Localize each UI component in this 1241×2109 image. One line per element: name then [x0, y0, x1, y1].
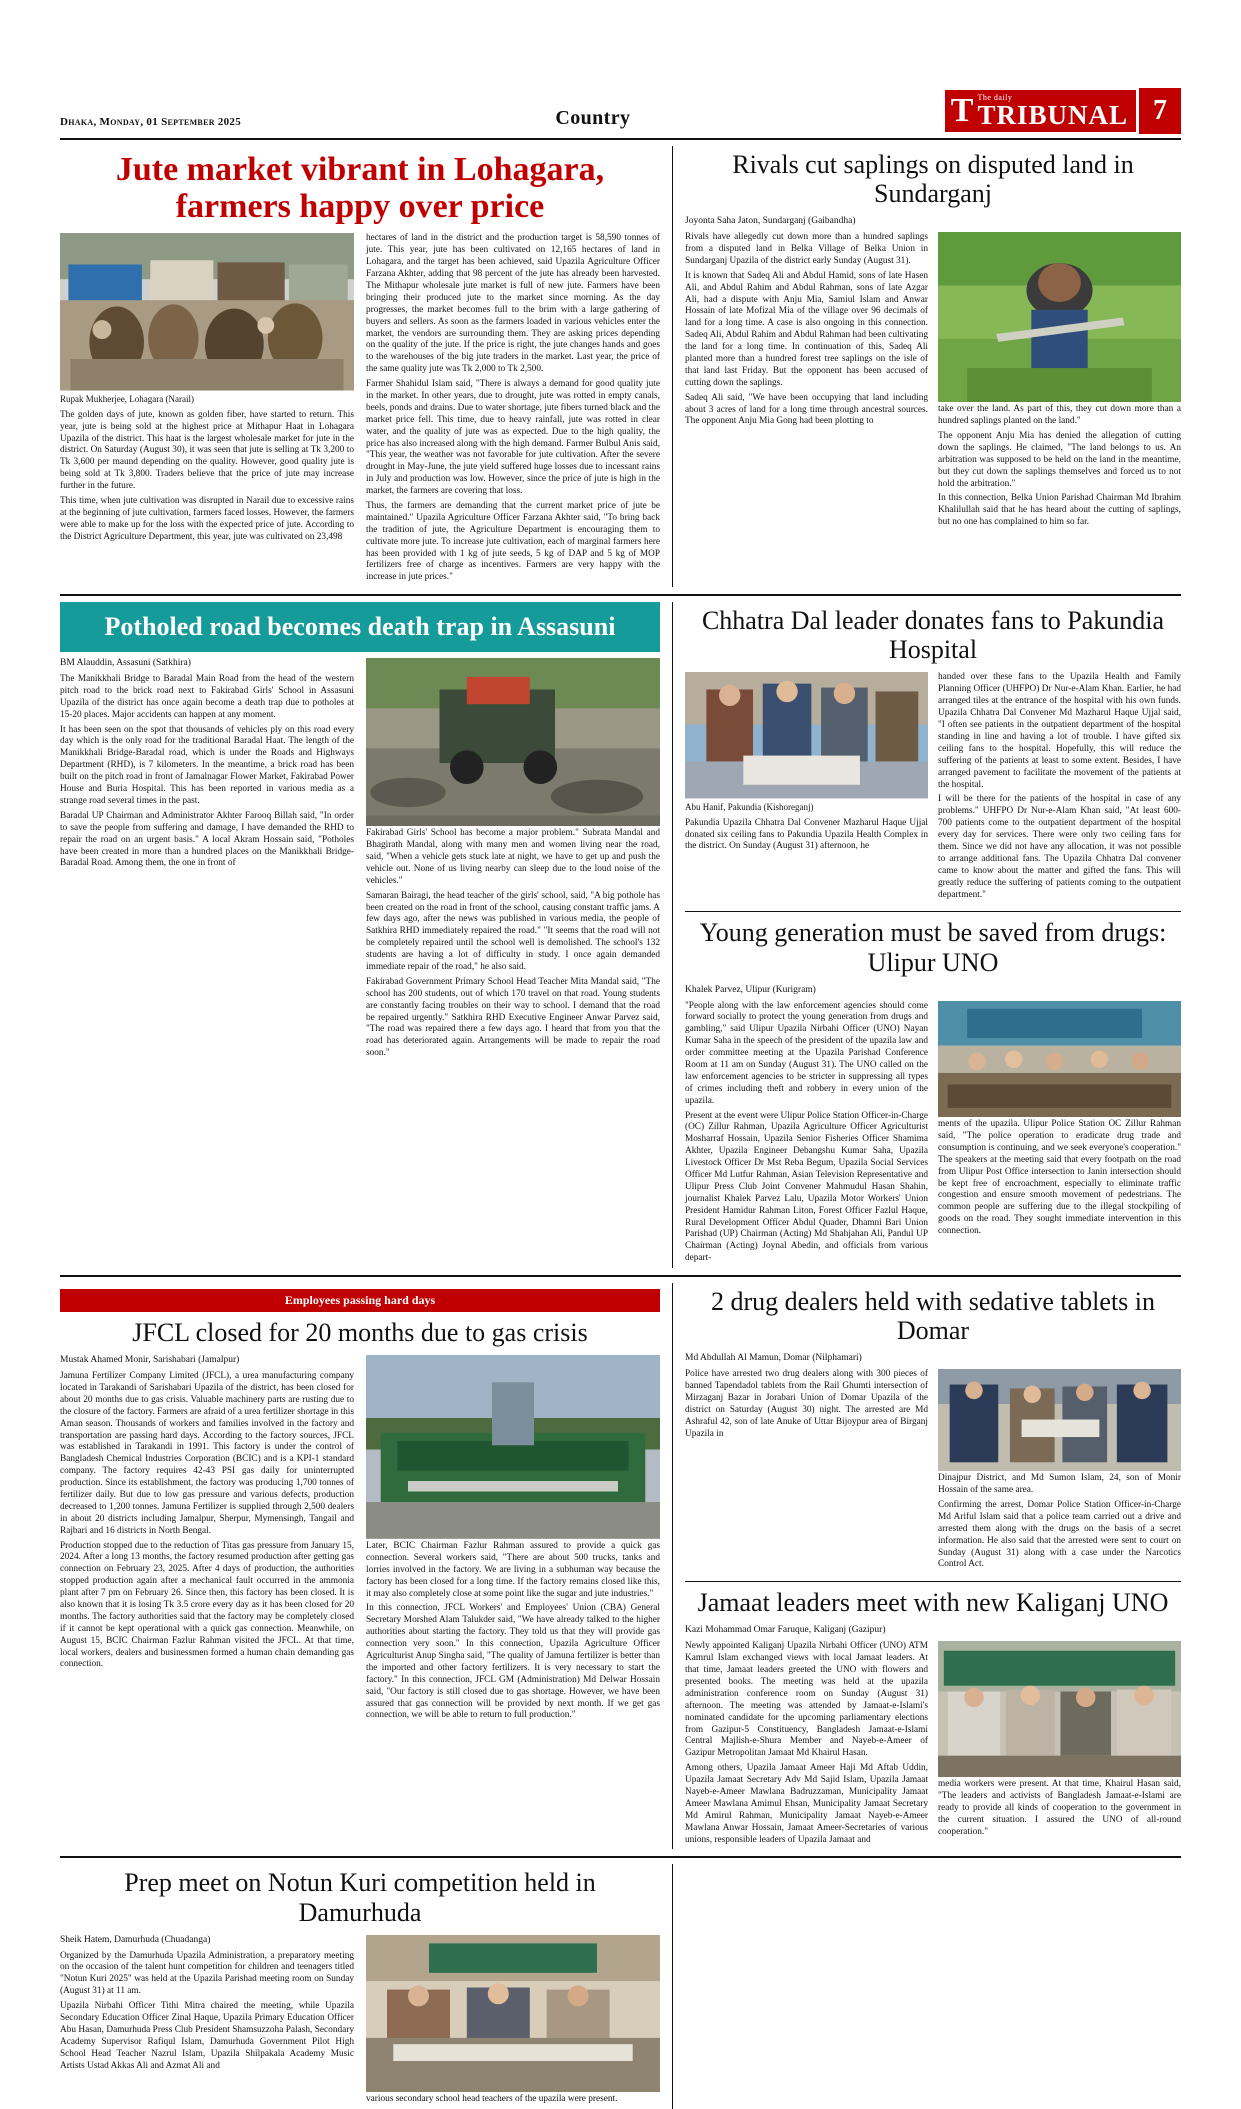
pothole-col-1	[60, 658, 354, 1063]
jfcl-body-2	[366, 1541, 660, 1722]
article-saplings	[685, 146, 1181, 587]
jfcl-body-1	[60, 1371, 354, 1671]
chhatradal-caption: Abu Hanif, Pakundia (Kishoreganj)	[685, 801, 814, 812]
paragraph: The golden days of jute, known as golden fiber, have started to return. This year, jute is being sold at the highest price at Mithapur Haat in Lohagara Upazila of the district. This haat is the largest wholesale market for jute in the district. On Saturday (August 30), it was seen that jute is selling at Tk 3,200 to Tk 3,600 per maund depending on the quality. However, good quality jute is being sold at Tk 3,800. Traders believe that the price of jute may increase further in the future.	[60, 409, 354, 492]
paragraph: Farmer Shahidul Islam said, "There is always a demand for good quality jute in the market. In other years, due to drought, jute was rotted in empty canals, beels, ponds and drains. Due to water shortage, jute fibers turned black and the market price fell. This time, due to heavy rainfall, jute was rotted in clear water, and the quality of jute was as expected. Due to the high quality, the price has also increased along with the high demand. Farmer Bulbul Anis said, "This year, the weather was not favorable for jute cultivation. After the severe drought in May-June, the jute yield suffered huge losses due to incessant rains in July and production was low. However, since the price of jute is high in the market, the farmers are covering that loss.	[366, 379, 660, 497]
jute-photo-image	[60, 233, 354, 391]
chhatradal-columns	[685, 672, 1181, 904]
saplings-col-2	[938, 232, 1181, 532]
paragraph: Newly appointed Kaliganj Upazila Nirbahi Officer (UNO) ATM Kamrul Islam exchanged views with local Jamaat leaders. At that time, Jamaat leaders greeted the UNO with flowers and presented books. The meeting was held at the upazila administration conference room on Sunday (August 31) afternoon. The meeting was attended by Jamaat-e-Islami's nominated candidate for the upcoming parliamentary elections from Gazipur-5 Constituency, Bangladesh Jamaat-e-Islami Central Majlish-e-Shura Member and Nayeb-e-Ameer of Gazipur Metropolitan Jamaat Md Khairul Hasan.	[685, 1641, 928, 1759]
ulipur-body-1	[685, 1001, 928, 1266]
divider	[60, 594, 1181, 596]
pothole-photo	[366, 658, 660, 826]
jute-col-1	[60, 233, 354, 587]
notun-kuri-body-2	[366, 2094, 660, 2106]
jamaat-photo-image	[938, 1641, 1181, 1777]
jute-headline: Jute market vibrant in Lohagara, farmers happy over price	[115, 151, 605, 225]
pothole-columns	[60, 658, 660, 1063]
pothole-headline: Potholed road becomes death trap in Assasuni	[60, 602, 660, 652]
paragraph: Police have arrested two drug dealers along with 300 pieces of banned Tapendadol tablets from the Rail Ghumti intersection of Mirzaganj Bazar in Jorabari Union of Domar Upazila of the district on Saturday (August 30) night. The arrested are Md Ashraful 42, son of late Anuke of Uttar Bijoypur area of Birganj Upazila in	[685, 1369, 928, 1439]
masthead	[60, 88, 1181, 140]
jamaat-body-1	[685, 1641, 928, 1846]
paragraph: Among others, Upazila Jamaat Ameer Haji Md Aftab Uddin, Upazila Jamaat Secretary Adv Md Sajid Islam, Upazila Jamaat Nayeb-e-Ameer Mawlana Badruzzaman, Municipality Jamaat Ameer Mawlana Amimul Ehsan, Municipality Jamaat Secretary Md Amirul Rahman, Municipality Jamaat Nayeb-e-Ameer Mawlana Anwar Hossain, Jamaat Ameer-Secretaries of various unions, responsible leaders of Upazila Jamaat and	[685, 1763, 928, 1845]
paragraph: Production stopped due to the reduction of Titas gas pressure from January 15, 2024. After a long 13 months, the factory resumed production after getting gas connection on February 23, 2025. After 4 days of production, the authorities stopped production again after a mechanical fault occurred in the ammonia plant after 7 pm on February 26. Since then, this factory has been closed. It is also known that it is losing Tk 3.5 crore every day as it has been closed for 20 months. The factory authorities said that the factory may be completely closed if it cannot be kept operational with a quick gas connection. Meanwhile, on August 15, BCIC Chairman Fazlur Rahman visited the JFCL. At that time, local workers, dealers and businessmen formed a human chain demanding gas connection.	[60, 1540, 354, 1670]
jute-photo	[60, 233, 354, 391]
bottom-block	[60, 1864, 1181, 2109]
bottom-right-spacer	[685, 1864, 1181, 2109]
paragraph: Organized by the Damurhuda Upazila Administration, a preparatory meeting on the occasion of the talent hunt competition for children and teenagers titled "Notun Kuri 2025" was held at the Upazila Parishad meeting room on Sunday (August 31) at 11 am.	[60, 1950, 354, 1997]
notun-kuri-photo	[366, 1935, 660, 2093]
jute-body-2	[366, 233, 660, 584]
drug-dealers-col-1	[685, 1369, 928, 1574]
third-block	[60, 1283, 1181, 1849]
paragraph: Sadeq Ali said, "We have been occupying that land including about 3 acres of land for a long time through ancestral sources. The opponent Anju Mia Gong had been plotting to	[685, 392, 928, 427]
paragraph: Present at the event were Ulipur Police Station Officer-in-Charge (OC) Zillur Rahman, Upazila Agriculture Officer Agriculturist Mosharraf Hossain, Upazila Senior Fisheries Officer Shamima Akhter, Upazila Engineer Debangshu Kumar Saha, Upazila Livestock Officer Dr Mst Reba Begum, Upazila Social Services Officer Md Lutfur Rahman, Asian Television Representative and Ulipur Press Club Joint Convener Mahmudul Hasan Shahin, journalist Khalek Parvez Lalu, Upazila Motor Workers' Union President Hamidur Rahman Liton, Forest Officer Fazlul Haque, Rural Development Officer Abdul Quader, Dhamni Bari Union Parishad (UP) Chairman (Acting) Md Shahjahan Ali, Pandul UP Chairman (Acting) Joynal Abedin, and officials from various depart-	[685, 1110, 928, 1264]
newspaper-logo	[945, 88, 1181, 134]
saplings-photo	[938, 232, 1181, 402]
chhatradal-body-1	[685, 818, 928, 854]
saplings-photo-image	[938, 232, 1181, 402]
paragraph: The opponent Anju Mia has denied the allegation of cutting down the saplings. He claimed, "The land belongs to us. An arbitration was supposed to be held on the land in the meantime, but they cut down the saplings themselves and forced us to not hold the arbitration."	[938, 430, 1181, 489]
paragraph: Confirming the arrest, Domar Police Station Officer-in-Charge Md Ariful Islam said that a police team carried out a drive and arrested them along with the drugs on the basis of a secret information. He also said that the arrested were sent to court on Sunday (August 31) along with a case under the Narcotics Control Act.	[938, 1500, 1181, 1570]
article-drug-dealers-wrap	[685, 1283, 1181, 1849]
divider	[685, 911, 1181, 912]
pothole-photo-image	[366, 658, 660, 826]
jfcl-photo	[366, 1355, 660, 1539]
jfcl-credit: Mustak Ahamed Monir, Sarishabari (Jamalpur)	[60, 1355, 240, 1366]
paragraph: "People along with the law enforcement agencies should come forward socially to protect the young generation from drugs and gambling," said Ulipur Upazila Nirbahi Officer (UNO) Nayan Kumar Saha in the speech of the president of the upazila law and order committee meeting at the Upazila Parishad Conference Room at 11 am on Sunday (August 31). The UNO called on the law enforcement agencies to be stricter in suppressing all types of crimes including theft and robbery in every union of the upazila.	[685, 1000, 928, 1106]
ulipur-col-2	[938, 1001, 1181, 1269]
article-notun-kuri	[60, 1864, 673, 2109]
notun-kuri-body-1	[60, 1951, 354, 2073]
jfcl-headline: JFCL closed for 20 months due to gas crisis	[132, 1318, 588, 1348]
notun-kuri-col-2	[366, 1935, 660, 2109]
paragraph: Later, BCIC Chairman Fazlur Rahman assured to provide a quick gas connection. Several workers said, "There are about 500 trucks, tanks and lorries involved in the factory. We are living in a subhuman way because the factory has been closed for a long time. If the factory remains closed like this, it may also completely close at some point like the sugar and jute industries."	[366, 1540, 660, 1599]
jamaat-columns	[685, 1641, 1181, 1849]
paragraph: ments of the upazila. Ulipur Police Station OC Zillur Rahman said, "The police operation to eradicate drug trade and consumption is continuing, and we seek everyone's cooperation." The speakers at the meeting said that every footpath on the road from Ulipur Post Office intersection to Janin intersection should be kept free of encroachment, especially to eliminate traffic congestion and ensure smooth movement of pedestrians. The common people are suffering due to the illegal stockpiling of goods on the road. They sought immediate intervention in this connection.	[938, 1119, 1181, 1237]
divider	[60, 1275, 1181, 1277]
dateline: Dhaka, Monday, 01 September 2025	[60, 116, 242, 128]
jute-body-1	[60, 410, 354, 544]
paragraph: It is known that Sadeq Ali and Abdul Hamid, sons of late Hasen Ali, and Abdul Rahim and Abdul Rahman, sons of late Azgar Ali, had a dispute with Anju Mia, Samiul Islam and Anwar Hossain of late Mofizal Mia of the village over 96 decimals of land for a long time. A case is also ongoing in this connection. Sadeq Ali, Abdul Rahim and Abdul Rahman had been cultivating the land for a long time. In continuation of this, Sadeq Ali planted more than a hundred forest tree saplings on the isle of that land last Friday. But the opponent has been accused of cutting down the saplings.	[685, 270, 928, 388]
paragraph: Rivals have allegedly cut down more than a hundred saplings from a disputed land in Belka Village of Belka Union in Sundarganj Upazila of the district early Sunday (August 31).	[685, 232, 928, 266]
notun-kuri-headline: Prep meet on Notun Kuri competition held in Damurhuda	[124, 1868, 596, 1927]
divider	[685, 1581, 1181, 1582]
ulipur-body-2	[938, 1119, 1181, 1238]
jamaat-photo	[938, 1641, 1181, 1777]
saplings-body-1	[685, 232, 928, 428]
top-block	[60, 146, 1181, 587]
jute-col-2	[366, 233, 660, 587]
ulipur-columns	[685, 1001, 1181, 1269]
saplings-col-1	[685, 232, 928, 532]
jamaat-col-2	[938, 1641, 1181, 1849]
article-jute	[60, 146, 673, 587]
paragraph: In this connection, JFCL Workers' and Employees' Union (CBA) General Secretary Morshed Alam Talukder said, "We have already talked to the higher authorities about starting the factory. They told us that they will provide gas connection very soon." In this connection, Upazila Agriculture Officer Agriculturist Anup Singha said, "The quality of Jamuna fertilizer is better than the imported and other factory fertilizers. It is very necessary to start the factory." In this connection, JFCL GM (Administration) Md Delwar Hossain said, "Our factory is still closed due to gas shortage. However, we have been assured that gas connection will be provided by next month. If we get gas connection, we will be able to return to full production."	[366, 1603, 660, 1721]
logo-initial: T	[950, 91, 974, 129]
paragraph: Fakirabad Government Primary School Head Teacher Mita Mandal said, "The school has 200 students, out of which 170 travel on that road. Young students are constantly facing troubles on their way to school. I demand that the road be repaired urgently." Satkhira RHD Executive Engineer Anwar Parvez said, "The road was repaired there a few days ago. I heard that from you that the road has deteriorated again. Arrangements will be made to repair the road soon."	[366, 976, 660, 1059]
notun-kuri-columns	[60, 1935, 660, 2109]
right-column-block	[685, 602, 1181, 1268]
ulipur-credit: Khalek Parvez, Ulipur (Kurigram)	[685, 984, 816, 995]
jfcl-kicker-banner: Employees passing hard days	[60, 1289, 660, 1312]
jfcl-col-2	[366, 1355, 660, 1725]
paragraph: Baradal UP Chairman and Administrator Akhter Farooq Billah said, "In order to save the people from suffering and damage, I have demanded the RHD to repair the road on an urgent basis." A local Akram Hossain said, "Potholes have been created in more than a hundred places on the Manikkhali Bridge-Baradal Road. Among them, the one in front of	[60, 810, 354, 869]
jamaat-col-1	[685, 1641, 928, 1849]
chhatradal-col-1	[685, 672, 928, 904]
jamaat-credit: Kazi Mohammad Omar Faruque, Kaliganj (Gazipur)	[685, 1625, 886, 1636]
saplings-headline: Rivals cut saplings on disputed land in Sundarganj	[732, 150, 1134, 209]
drug-dealers-body-2	[938, 1473, 1181, 1571]
ulipur-photo-image	[938, 1001, 1181, 1118]
paragraph: The Manikkhali Bridge to Baradal Main Road from the head of the western pitch road to the brick road next to Fakirabad Girls' School in Assasuni Upazila of the district has once again become a death trap due to potholes at 15-20 places. Major accidents can happen at any moment.	[60, 674, 354, 720]
newspaper-page	[0, 88, 1241, 2105]
drug-dealers-photo-image	[938, 1369, 1181, 1471]
chhatradal-photo-image	[685, 672, 928, 798]
paragraph: Dinajpur District, and Md Sumon Islam, 24, son of Monir Hossain of the same area.	[938, 1473, 1181, 1496]
paragraph: hectares of land in the district and the production target is 58,590 tonnes of jute. This year, jute has been cultivated on 12,165 hectares of land in Lohagara, and the target has been achieved, said Upazila Agriculture Officer Farzana Akhter, adding that 98 percent of the jute has already been harvested. The Mithapur wholesale jute market is full of new jute. Farmers have been bringing their produced jute to the market since morning. As the day progresses, the market becomes full to the brim with a large gathering of buyers and sellers. As soon as the farmers loaded in various vehicles enter the market, the vendors are surrounding them. They are asking prices depending on the quality of the jute. If the price is right, the jute changes hands and goes to the warehouses of the big jute traders in the market. Last year, the price of the same quality jute was Tk 2,000 to Tk 2,500.	[366, 233, 660, 375]
logo-block	[945, 90, 1136, 133]
chhatradal-col-2	[938, 672, 1181, 904]
paragraph: This time, when jute cultivation was disrupted in Narail due to excessive rains at the beginning of jute cultivation, farmers faced losses. However, the farmers were able to make up for the loss with the expected price of jute. According to the District Agriculture Department, this year, jute was cultivated on 23,498	[60, 495, 354, 542]
paragraph: I will be there for the patients of the hospital in case of any problems." UHFPO Dr Nur-e-Alam Khan said, "At least 600-700 patients come to the outpatient department of the hospital every day for services. There were only two ceiling fans for them. Since we did not have any allocation, it was not possible to arrange additional fans. The Upazila Chhatra Dal convener came to know about the matter and gifted the fans. This will greatly reduce the suffering of patients coming to the outpatient department."	[938, 794, 1181, 900]
second-block	[60, 602, 1181, 1268]
pothole-col-2	[366, 658, 660, 1063]
drug-dealers-columns	[685, 1369, 1181, 1574]
jute-columns	[60, 233, 660, 587]
ulipur-col-1	[685, 1001, 928, 1269]
paragraph: take over the land. As part of this, they cut down more than a hundred saplings planted on the land."	[938, 404, 1181, 427]
paragraph: Upazila Nirbahi Officer Tithi Mitra chaired the meeting, while Upazila Secondary Education Officer Zinal Haque, Upazila Primary Education Officer Abu Hasan, Damurhuda Press Club President Shamsuzzoha Palash, Secondary Academy Supervisor Rafiqul Islam, Damurhuda Government Pilot High School Head Teacher Nazrul Islam, Upazila Shilpakala Academy Music Artists Ustad Akkas Ali and Azmat Ali and	[60, 2001, 354, 2071]
pothole-body-1	[60, 674, 354, 870]
paragraph: Fakirabad Girls' School has become a major problem." Subrata Mandal and Bhagirath Mandal, along with many men and women living near the road, said, "When a vehicle gets stuck late at night, we have to get up and push the vehicle out. None of us living nearby can sleep due to the loud noise of the vehicles."	[366, 828, 660, 886]
pothole-body-2	[366, 828, 660, 1060]
jfcl-columns	[60, 1355, 660, 1725]
saplings-credit: Joyonta Saha Jaton, Sundarganj (Gaibandha)	[685, 216, 856, 227]
logo-text-group	[977, 94, 1128, 129]
paragraph: handed over these fans to the Upazila Health and Family Planning Officer (UHFPO) Dr Nur-e-Alam Khan. Earlier, he had arranged tiles at the entrance of the hospital with his own funds. Upazila Chhatra Dal Convener Md Mazharul Haque Ujjal said, "I often see patients in the outpatient department of the hospital standing in line and having a lot of trouble. I have gifted six ceiling fans to the hospital. Hopefully, this will reduce the suffering of the patients at least to some extent. Besides, I have arranged pavement to facilitate the movement of the patients at the hospital.	[938, 672, 1181, 790]
paragraph: media workers were present. At that time, Khairul Hasan said, "The leaders and activists of Bangladesh Jamaat-e-Islami are ready to provide all kinds of cooperation to the government in the current situation. I assured the UNO of all-round cooperation."	[938, 1779, 1181, 1837]
notun-kuri-photo-image	[366, 1935, 660, 2093]
paragraph: Jamuna Fertilizer Company Limited (JFCL), a urea manufacturing company located in Tarakandi of Sarishabari Upazila of the district, has been closed for about 20 months due to gas crisis. Valuable machinery parts are rusting due to the closure of the factory. Farmers are afraid of a urea fertilizer shortage in this Aman season. Thousands of workers and families involved in the factory and transportation are passing hard days. According to the factory sources, JFCL was established in Tarakandi in 1991. This factory is under the control of Bangladesh Chemical Industries Corporation (BCIC) and is a KPI-1 standard company. The factory requires 42-43 PSI gas daily for uninterrupted production. Since its establishment, the factory was producing 1,700 tonnes of fertilizer daily. But due to low gas pressure and various defects, production decreased to 1,200 tonnes. Jamuna Fertilizer is supplied through 2,500 dealers in about 20 districts including Jamalpur, Sherpur, Mymensingh, Tangail and Rajbari and 16 districts in North Bengal.	[60, 1371, 354, 1536]
pothole-credit: BM Alauddin, Assasuni (Satkhira)	[60, 658, 191, 669]
page-content	[60, 146, 1181, 2109]
drug-dealers-headline: 2 drug dealers held with sedative tablets in Domar	[710, 1287, 1156, 1346]
notun-kuri-col-1	[60, 1935, 354, 2109]
paragraph: various secondary school head teachers of the upazila were present.	[366, 2094, 618, 2105]
page-number: 7	[1136, 88, 1181, 134]
notun-kuri-credit: Sheik Hatem, Damurhuda (Chuadanga)	[60, 1934, 211, 1945]
divider	[60, 1856, 1181, 1858]
chhatradal-headline: Chhatra Dal leader donates fans to Pakundia Hospital	[701, 606, 1165, 665]
drug-dealers-photo	[938, 1369, 1181, 1471]
ulipur-headline: Young generation must be saved from drugs: Ulipur UNO	[699, 918, 1167, 977]
jute-caption: Rupak Mukherjee, Lohagara (Narail)	[60, 393, 194, 404]
logo-name: TRIBUNAL	[977, 99, 1128, 130]
jfcl-col-1	[60, 1355, 354, 1725]
jamaat-headline: Jamaat leaders meet with new Kaliganj UNO	[697, 1588, 1169, 1618]
paragraph: In this connection, Belka Union Parishad Chairman Md Ibrahim Khalilullah said that he has heard about the cutting of saplings, but no one has complained to him so far.	[938, 493, 1181, 528]
paragraph: Thus, the farmers are demanding that the current market price of jute be maintained." Upazila Agriculture Officer Farzana Akhter said, "To bring back the tradition of jute, the Agriculture Department is encouraging them to cultivate more jute. To increase jute cultivation, each of marginal farmers here has been provided with 1 kg of jute seeds, 5 kg of DAP and 5 kg of MOP fertilizers free of charge as incentives. Farmers are very happy with the increase in jute prices."	[366, 501, 660, 583]
section-title: Country	[555, 107, 631, 129]
drug-dealers-credit: Md Abdullah Al Mamun, Domar (Nilphamari)	[685, 1353, 862, 1364]
ulipur-photo	[938, 1001, 1181, 1118]
saplings-columns	[685, 232, 1181, 532]
saplings-body-2	[938, 404, 1181, 529]
chhatradal-photo	[685, 672, 928, 798]
jamaat-body-2	[938, 1779, 1181, 1838]
article-pothole	[60, 602, 673, 1268]
paragraph: Pakundia Upazila Chhatra Dal Convener Mazharul Haque Ujjal donated six ceiling fans to Pakundia Upazila Health Complex in the district. On Sunday (August 31) afternoon, he	[685, 817, 928, 852]
paragraph: It has been seen on the spot that thousands of vehicles ply on this road every day which is the only road for the traditional Baradal Haat. The length of the Manikkhali Bridge-Baradal road, which is under the Roads and Highways Department (RHD), is 7 kilometers. In the meantime, a brick road has been built on the pitch road in front of Jamalnagar Flower Market, Fakirabad Power House and Buria Hospital. This has been reported in various media as a strange road several times in the past.	[60, 724, 354, 806]
logo-kicker: The daily	[977, 92, 1013, 102]
chhatradal-body-2	[938, 672, 1181, 901]
article-jfcl	[60, 1283, 673, 1849]
paragraph: Samaran Bairagi, the head teacher of the girls' school, said, "A big pothole has been created on the road in front of the school, causing constant traffic jams. A few days ago, after the news was published in various media, the people of Satkhira RHD immediately repaired the road." "It seems that the road will not be completely repaired until the school well is demolished. The school's 132 students are having a lot of difficulty in study. I once again demanded immediate repair of the road," he also said.	[366, 890, 660, 972]
drug-dealers-col-2	[938, 1369, 1181, 1574]
drug-dealers-body-1	[685, 1369, 928, 1440]
jfcl-photo-image	[366, 1355, 660, 1539]
